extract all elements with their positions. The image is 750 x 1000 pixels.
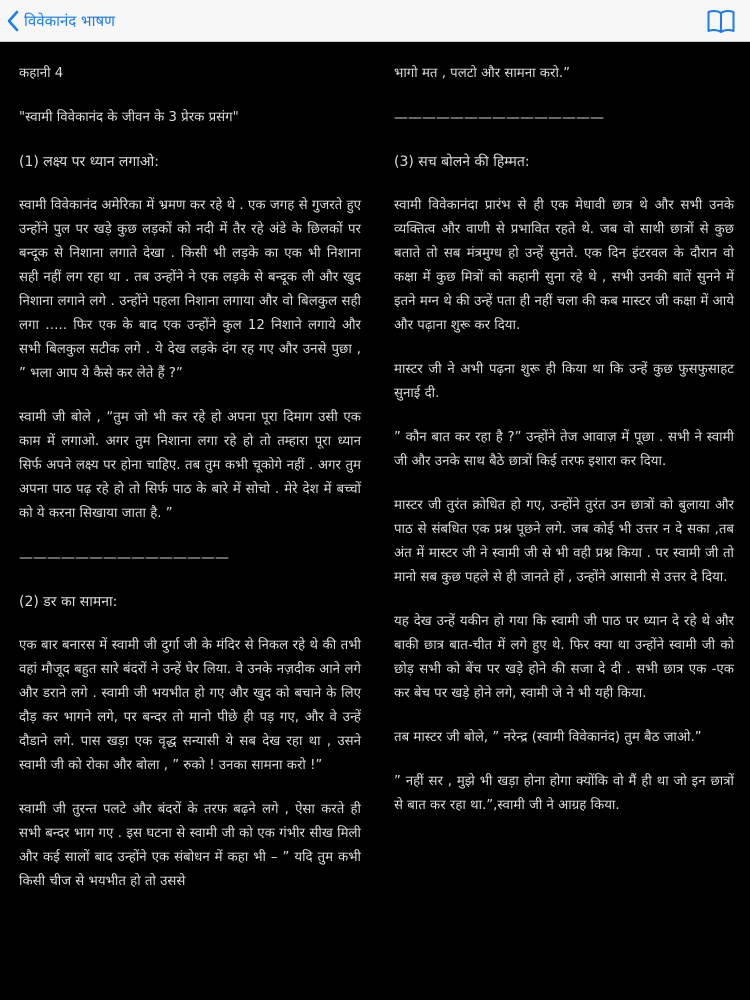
page-column-left: [19, 62, 361, 914]
book-icon[interactable]: [706, 7, 736, 35]
nav-bar: [0, 0, 750, 42]
paragraph: स्वामी जी तुरन्त पलटे और बंदरों के तरफ बढ़ने लगे , ऐसा करते ही सभी बन्दर भाग गए . इस घटना से स्वामी जी को एक गंभीर सीख मिली और कई सालों बाद उन्होंने एक संबोधन में कहा भी – ” यदि तुम कभी किसी चीज से भयभीत हो तो उससे: [19, 802, 361, 889]
paragraph: मास्टर जी ने अभी पढ़ना शुरू ही किया था कि उन्हें कुछ फुसफुसाहट सुनाई दी.: [394, 362, 734, 401]
back-button-label: विवेकानंद भाषण: [24, 12, 115, 30]
paragraph: स्वामी विवेकानंद अमेरिका में भ्रमण कर रहे थे . एक जगह से गुजरते हुए उन्होंने पुल पर खड़े कुछ लड़कों को नदी में तैर रहे अंडे के छिलकों पर बन्दूक से निशाना लगाते देखा . किसी भी लड़के का एक भी निशाना सही नहीं लग रहा था . तब उन्होंने ने एक लड़के से बन्दूक ली और खुद निशाना लगाने लगे . उन्होंने पहला निशाना लगाया और वो बिलकुल सही लगा ….. फिर एक के बाद एक उन्होंने कुल 12 निशाने लगाये और सभी बिलकुल सटीक लगे . ये देख लड़के दंग रह गए और उनसे पुछा , ” भला आप ये कैसे कर लेते हैं ?”: [19, 198, 361, 381]
section-divider: ———————————————: [19, 550, 229, 566]
paragraph: स्वामी विवेकानंदा प्रारंभ से ही एक मेधावी छात्र थे और सभी उनके व्यक्तित्व और वाणी से प्रभावित रहते थे. जब वो साथी छात्रों से कुछ बताते तो सब मंत्रमुग्ध हो उन्हें सुनते. एक दिन इंटरवल के दौरान वो कक्षा में कुछ मित्रों को कहानी सुना रहे थे , सभी उनकी बातें सुनने में इतने मग्न थे की उन्हें पता ही नहीं चला की कब मास्टर जी कक्षा में आये और पढ़ाना शुरू कर दिया.: [394, 198, 734, 333]
paragraph: स्वामी जी बोले , “तुम जो भी कर रहे हो अपना पूरा दिमाग उसी एक काम में लगाओ. अगर तुम निशाना लगा रहे हो तो तम्हारा पूरा ध्यान सिर्फ अपने लक्ष्य पर होना चाहिए. तब तुम कभी चूकोगे नहीं . अगर तुम अपना पाठ पढ़ रहे हो तो सिर्फ पाठ के बारे में सोचो . मेरे देश में बच्चों को ये करना सिखाया जाता है. ”: [19, 410, 361, 521]
section-heading: (2) डर का सामना:: [19, 594, 118, 610]
paragraph: ” कौन बात कर रहा है ?” उन्होंने तेज आवाज़ में पूछा . सभी ने स्वामी जी और उनके साथ बैठे छात्रों किई तरफ इशारा कर दिया.: [394, 430, 734, 469]
story-title: "स्वामी विवेकानंद के जीवन के 3 प्रेरक प्रसंग": [19, 110, 239, 125]
story-number: कहानी 4: [19, 66, 64, 81]
section-heading: (3) सच बोलने की हिम्मत:: [394, 154, 530, 170]
page-column-right: [394, 62, 734, 838]
paragraph: ” नहीं सर , मुझे भी खड़ा होना होगा क्योंकि वो मैं ही था जो इन छात्रों से बात कर रहा था.”,स्वामी जी ने आग्रह किया.: [394, 774, 734, 813]
back-button[interactable]: [6, 8, 115, 34]
paragraph: तब मास्टर जी बोले, ” नरेन्द्र (स्वामी विवेकानंद) तुम बैठ जाओ.”: [394, 730, 702, 745]
reader-content[interactable]: [0, 42, 750, 1000]
paragraph: एक बार बनारस में स्वामी जी दुर्गा जी के मंदिर से निकल रहे थे की तभी वहां मौजूद बहुत सारे बंदरों ने उन्हें घेर लिया. वे उनके नज़दीक आने लगे और डराने लगे . स्वामी जी भयभीत हो गए और खुद को बचाने के लिए दौड़ कर भागने लगे, पर बन्दर तो मानो पीछे ही पड़ गए, और वे उन्हें दौडाने लगे. पास खड़ा एक वृद्ध सन्यासी ये सब देख रहा था , उसने स्वामी जी को रोका और बोला , ” रुको ! उनका सामना करो !”: [19, 638, 361, 773]
chevron-left-icon: [6, 10, 20, 32]
section-heading: (1) लक्ष्य पर ध्यान लगाओ:: [19, 154, 159, 170]
paragraph: मास्टर जी तुरंत क्रोधित हो गए, उन्होंने तुरंत उन छात्रों को बुलाया और पाठ से संबधित एक प्रश्न पूछने लगे. जब कोई भी उत्तर न दे सका ,तब अंत में मास्टर जी ने स्वामी जी से भी वही प्रश्न किया . पर स्वामी जी तो मानो सब कुछ पहले से ही जानते हों , उन्होंने आसानी से उत्तर दे दिया.: [394, 498, 734, 585]
paragraph: यह देख उन्हें यकीन हो गया कि स्वामी जी पाठ पर ध्यान दे रहे थे और बाकी छात्र बात-चीत में लगे हुए थे. फिर क्या था उन्होंने स्वामी जी को छोड़ सभी को बेंच पर खड़े होने की सजा दे दी . सभी छात्र एक -एक कर बेच पर खड़े होने लगे, स्वामी जे ने भी यही किया.: [394, 614, 734, 701]
section-divider: ———————————————: [394, 110, 604, 126]
paragraph: भागो मत , पलटो और सामना करो.”: [394, 66, 571, 81]
